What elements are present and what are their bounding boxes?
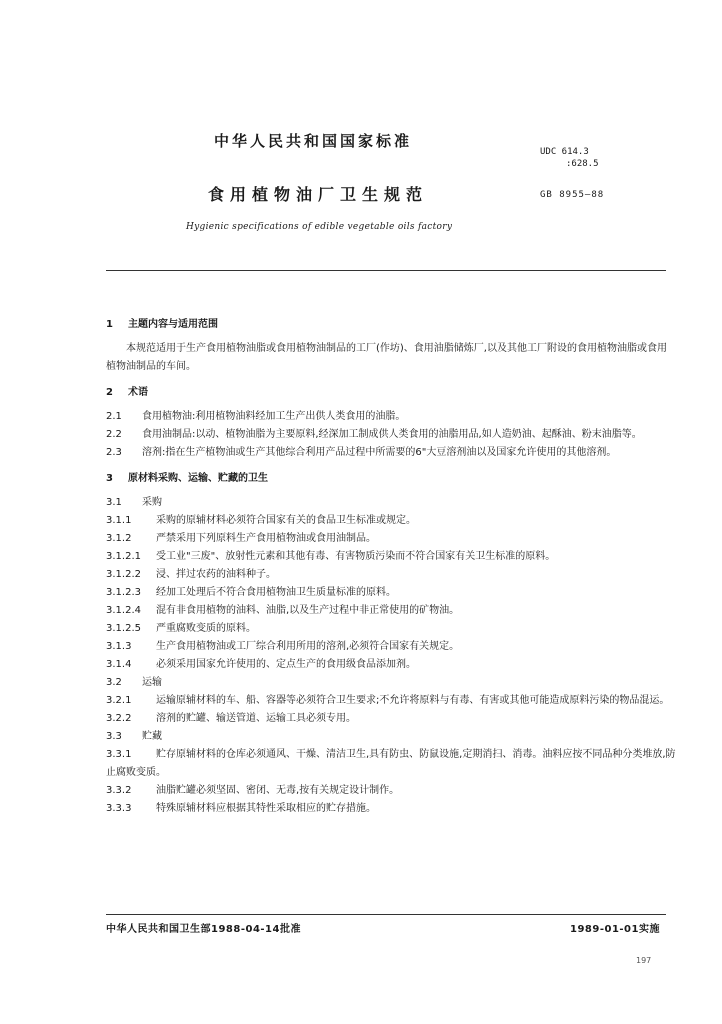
header-divider — [106, 270, 666, 271]
implementation-date: 1989-01-01实施 — [570, 924, 660, 935]
clause-3-1-2-3: 3.1.2.3 经加工处理后不符合食用植物油卫生质量标准的原料。 — [106, 587, 396, 598]
clause-3-1: 3.1 采购 — [106, 497, 162, 508]
document-body — [106, 308, 676, 818]
clause-3-1-2: 3.1.2 严禁采用下列原料生产食用植物油或食用油制品。 — [106, 533, 376, 544]
clause-3-2: 3.2 运输 — [106, 677, 162, 688]
clause-3-1-2-2: 3.1.2.2 浸、拌过农药的油料种子。 — [106, 569, 276, 580]
clause-2-2: 2.2 食用油制品:以动、植物油脂为主要原料,经深加工制成供人类食用的油脂用品,如人造奶油、起酥油、粉末油脂等。 — [106, 429, 642, 440]
clause-3-1-1: 3.1.1 采购的原辅材料必须符合国家有关的食品卫生标准或规定。 — [106, 515, 416, 526]
gb-code: GB 8955—88 — [540, 190, 605, 200]
clause-2-1: 2.1 食用植物油:利用植物油料经加工生产出供人类食用的油脂。 — [106, 411, 406, 422]
footer-divider — [106, 914, 666, 915]
clause-3-2-1: 3.2.1 运输原辅材料的车、船、容器等必须符合卫生要求;不允许将原料与有毒、有害或其他可能造成原料污染的物品混运。 — [106, 695, 670, 706]
english-title: Hygienic specifications of edible vegetable oils factory — [186, 222, 453, 232]
section-heading-1: 1 主题内容与适用范围 — [106, 319, 218, 330]
clause-3-1-4: 3.1.4 必须采用国家允许使用的、定点生产的食用级食品添加剂。 — [106, 659, 416, 670]
udc-line-1: UDC 614.3 — [540, 147, 589, 157]
standard-title: 中华人民共和国国家标准 — [214, 132, 413, 150]
page-number: 197 — [636, 956, 652, 965]
clause-3-3-3: 3.3.3 特殊原辅材料应根据其特性采取相应的贮存措施。 — [106, 803, 376, 814]
section-1-text: 本规范适用于生产食用植物油脂或食用植物油制品的工厂(作坊)、食用油脂储炼厂,以及其他工厂附设的食用植物油脂或食用植物油制品的车间。 — [106, 343, 667, 372]
section-heading-3: 3 原材料采购、运输、贮藏的卫生 — [106, 473, 268, 484]
udc-line-2: :628.5 — [566, 159, 599, 169]
clause-3-2-2: 3.2.2 溶剂的贮罐、输送管道、运输工具必须专用。 — [106, 713, 356, 724]
section-heading-2: 2 术语 — [106, 387, 148, 398]
clause-3-3: 3.3 贮藏 — [106, 731, 162, 742]
clause-3-1-2-1: 3.1.2.1 受工业"三废"、放射性元素和其他有毒、有害物质污染而不符合国家有关卫生标准的原料。 — [106, 551, 556, 562]
clause-2-3: 2.3 溶剂:指在生产植物油或生产其他综合利用产品过程中所需要的6"大豆溶剂油以及国家允许使用的其他溶剂。 — [106, 447, 617, 458]
document-title: 食用植物油厂卫生规范 — [208, 185, 429, 204]
clause-3-3-1: 3.3.1 贮存原辅材料的仓库必须通风、干燥、清洁卫生,具有防虫、防鼠设施,定期消扫、消毒。油料应按不同品种分类堆放,防止腐败变质。 — [106, 749, 676, 778]
clause-3-1-3: 3.1.3 生产食用植物油或工厂综合利用所用的溶剂,必须符合国家有关规定。 — [106, 641, 460, 652]
udc-code — [540, 146, 599, 170]
approval-note: 中华人民共和国卫生部1988-04-14批准 — [106, 924, 301, 935]
clause-3-1-2-5: 3.1.2.5 严重腐败变质的原料。 — [106, 623, 256, 634]
clause-3-3-2: 3.3.2 油脂贮罐必须坚固、密闭、无毒,按有关规定设计制作。 — [106, 785, 400, 796]
clause-3-1-2-4: 3.1.2.4 混有非食用植物的油料、油脂,以及生产过程中非正常使用的矿物油。 — [106, 605, 460, 616]
